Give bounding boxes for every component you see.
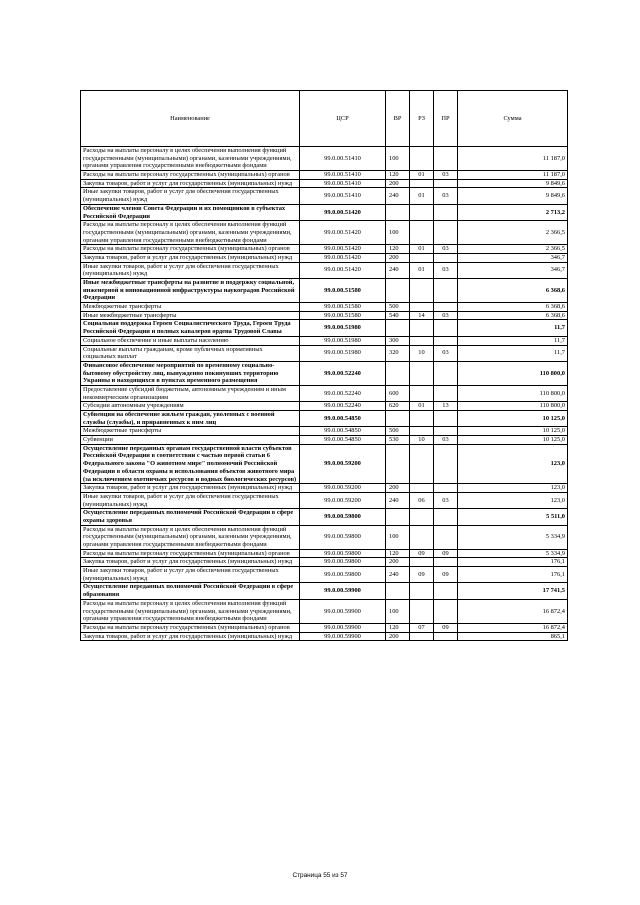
cell-sum: 346,7 bbox=[458, 262, 568, 278]
table-row bbox=[81, 147, 568, 171]
cell-pr bbox=[434, 558, 458, 567]
cell-pr: 03 bbox=[434, 188, 458, 204]
cell-csr: 99.0.00.52240 bbox=[300, 402, 386, 411]
cell-csr: 99.0.00.51980 bbox=[300, 345, 386, 361]
cell-pr: 03 bbox=[434, 436, 458, 445]
cell-csr: 99.0.00.59900 bbox=[300, 632, 386, 641]
cell-name: Иные межбюджетные трансферты bbox=[81, 311, 300, 320]
table-row bbox=[81, 444, 568, 483]
cell-csr: 99.0.00.59200 bbox=[300, 492, 386, 508]
cell-vr: 240 bbox=[386, 492, 410, 508]
cell-vr: 200 bbox=[386, 558, 410, 567]
cell-pr bbox=[434, 221, 458, 245]
table-row bbox=[81, 436, 568, 445]
table-row bbox=[81, 188, 568, 204]
cell-rz bbox=[410, 632, 434, 641]
cell-name: Межбюджетные трансферты bbox=[81, 303, 300, 312]
table-row bbox=[81, 171, 568, 180]
cell-rz bbox=[410, 484, 434, 493]
cell-vr: 600 bbox=[386, 385, 410, 401]
table-row bbox=[81, 204, 568, 220]
cell-sum: 10 125,0 bbox=[458, 427, 568, 436]
cell-vr: 100 bbox=[386, 525, 410, 549]
cell-vr: 320 bbox=[386, 345, 410, 361]
cell-name: Закупка товаров, работ и услуг для государственных (муниципальных) нужд bbox=[81, 484, 300, 493]
cell-csr: 99.0.00.59900 bbox=[300, 623, 386, 632]
cell-pr bbox=[434, 599, 458, 623]
cell-rz bbox=[410, 525, 434, 549]
cell-sum: 2 366,5 bbox=[458, 221, 568, 245]
cell-sum: 6 368,6 bbox=[458, 311, 568, 320]
cell-sum: 123,0 bbox=[458, 484, 568, 493]
cell-name: Осуществление переданных органам государственной власти субъектов Российской Федерации в соответствии с частью первой статьи 6 Федерального закона "О животном мире" полномочий Российской Федерации в области охраны и использования объектов животного мира (за исключением охотничьих ресурсов и водных биологических ресурсов) bbox=[81, 444, 300, 483]
cell-rz bbox=[410, 583, 434, 599]
cell-vr: 240 bbox=[386, 262, 410, 278]
cell-rz bbox=[410, 361, 434, 385]
cell-sum: 16 872,4 bbox=[458, 599, 568, 623]
cell-pr bbox=[434, 179, 458, 188]
cell-rz: 10 bbox=[410, 345, 434, 361]
cell-sum: 11 187,0 bbox=[458, 147, 568, 171]
cell-csr: 99.0.00.51980 bbox=[300, 320, 386, 336]
cell-name: Иные закупки товаров, работ и услуг для обеспечения государственных (муниципальных) нужд bbox=[81, 188, 300, 204]
cell-pr bbox=[434, 484, 458, 493]
cell-csr: 99.0.00.59800 bbox=[300, 567, 386, 583]
cell-vr: 120 bbox=[386, 245, 410, 254]
cell-rz bbox=[410, 411, 434, 427]
cell-vr: 200 bbox=[386, 179, 410, 188]
cell-sum: 11,7 bbox=[458, 345, 568, 361]
cell-name: Иные закупки товаров, работ и услуг для обеспечения государственных (муниципальных) нужд bbox=[81, 492, 300, 508]
cell-name: Закупка товаров, работ и услуг для государственных (муниципальных) нужд bbox=[81, 558, 300, 567]
table-row bbox=[81, 583, 568, 599]
cell-pr: 13 bbox=[434, 402, 458, 411]
cell-pr bbox=[434, 509, 458, 525]
cell-rz bbox=[410, 221, 434, 245]
cell-vr bbox=[386, 361, 410, 385]
cell-csr: 99.0.00.54850 bbox=[300, 436, 386, 445]
cell-sum: 865,1 bbox=[458, 632, 568, 641]
cell-rz: 01 bbox=[410, 171, 434, 180]
table-row bbox=[81, 558, 568, 567]
budget-sheet bbox=[80, 90, 567, 641]
cell-rz: 01 bbox=[410, 262, 434, 278]
table-header-row bbox=[81, 91, 568, 147]
cell-pr bbox=[434, 583, 458, 599]
cell-rz bbox=[410, 147, 434, 171]
cell-vr bbox=[386, 279, 410, 303]
cell-pr bbox=[434, 525, 458, 549]
cell-sum: 176,1 bbox=[458, 558, 568, 567]
table-row bbox=[81, 567, 568, 583]
cell-name: Расходы на выплаты персоналу государственных (муниципальных) органов bbox=[81, 245, 300, 254]
cell-sum: 110 800,0 bbox=[458, 385, 568, 401]
cell-rz: 07 bbox=[410, 623, 434, 632]
cell-name: Расходы на выплаты персоналу в целях обеспечения выполнения функций государственными (муниципальными) органами, казенными учреждениями, органами управления государственными внебюджетными фондами bbox=[81, 221, 300, 245]
cell-rz bbox=[410, 427, 434, 436]
cell-pr: 03 bbox=[434, 492, 458, 508]
cell-vr: 100 bbox=[386, 599, 410, 623]
cell-pr bbox=[434, 385, 458, 401]
cell-name: Закупка товаров, работ и услуг для государственных (муниципальных) нужд bbox=[81, 253, 300, 262]
cell-vr: 240 bbox=[386, 188, 410, 204]
table-row bbox=[81, 411, 568, 427]
cell-csr: 99.0.00.54850 bbox=[300, 427, 386, 436]
cell-pr bbox=[434, 204, 458, 220]
cell-name: Расходы на выплаты персоналу государственных (муниципальных) органов bbox=[81, 171, 300, 180]
cell-vr: 200 bbox=[386, 253, 410, 262]
cell-pr bbox=[434, 320, 458, 336]
table-row bbox=[81, 599, 568, 623]
cell-pr bbox=[434, 361, 458, 385]
cell-csr: 99.0.00.51420 bbox=[300, 221, 386, 245]
cell-name: Расходы на выплаты персоналу в целях обеспечения выполнения функций государственными (муниципальными) органами, казенными учреждениями, органами управления государственными внебюджетными фондами bbox=[81, 525, 300, 549]
cell-vr: 620 bbox=[386, 402, 410, 411]
cell-pr: 03 bbox=[434, 262, 458, 278]
cell-rz bbox=[410, 385, 434, 401]
cell-name: Субвенции на обеспечение жильем граждан, уволенных с военной службы (службы), и приравненных к ним лиц bbox=[81, 411, 300, 427]
cell-vr: 200 bbox=[386, 484, 410, 493]
cell-pr bbox=[434, 427, 458, 436]
cell-vr bbox=[386, 411, 410, 427]
table-row bbox=[81, 361, 568, 385]
cell-rz bbox=[410, 253, 434, 262]
cell-vr bbox=[386, 444, 410, 483]
cell-name: Расходы на выплаты персоналу государственных (муниципальных) органов bbox=[81, 623, 300, 632]
cell-pr: 03 bbox=[434, 171, 458, 180]
table-row bbox=[81, 623, 568, 632]
cell-sum: 123,0 bbox=[458, 444, 568, 483]
cell-pr: 03 bbox=[434, 245, 458, 254]
cell-rz: 01 bbox=[410, 245, 434, 254]
header-csr: ЦСР bbox=[300, 91, 386, 147]
cell-pr bbox=[434, 336, 458, 345]
cell-vr bbox=[386, 509, 410, 525]
table-row bbox=[81, 427, 568, 436]
cell-sum: 9 849,6 bbox=[458, 179, 568, 188]
cell-name: Субвенции bbox=[81, 436, 300, 445]
table-row bbox=[81, 311, 568, 320]
cell-vr bbox=[386, 204, 410, 220]
cell-vr: 100 bbox=[386, 221, 410, 245]
cell-pr bbox=[434, 632, 458, 641]
cell-name: Иные закупки товаров, работ и услуг для обеспечения государственных (муниципальных) нужд bbox=[81, 262, 300, 278]
page-number: Страница 55 из 57 bbox=[292, 872, 348, 879]
table-row bbox=[81, 549, 568, 558]
cell-csr: 99.0.00.59200 bbox=[300, 484, 386, 493]
cell-vr: 500 bbox=[386, 303, 410, 312]
cell-vr: 500 bbox=[386, 427, 410, 436]
cell-sum: 5 334,9 bbox=[458, 549, 568, 558]
cell-sum: 5 511,0 bbox=[458, 509, 568, 525]
table-row bbox=[81, 492, 568, 508]
cell-name: Иные межбюджетные трансферты на развитие и поддержку социальной, инженерной и инновационной инфраструктуры наукоградов Российской Федерации bbox=[81, 279, 300, 303]
cell-rz bbox=[410, 303, 434, 312]
cell-rz bbox=[410, 320, 434, 336]
table-row bbox=[81, 221, 568, 245]
cell-vr: 240 bbox=[386, 567, 410, 583]
cell-name: Иные закупки товаров, работ и услуг для обеспечения государственных (муниципальных) нужд bbox=[81, 567, 300, 583]
table-row bbox=[81, 253, 568, 262]
table-row bbox=[81, 179, 568, 188]
cell-pr: 09 bbox=[434, 623, 458, 632]
table-row bbox=[81, 279, 568, 303]
cell-pr bbox=[434, 444, 458, 483]
cell-pr: 09 bbox=[434, 567, 458, 583]
cell-rz bbox=[410, 599, 434, 623]
budget-table bbox=[80, 90, 568, 641]
cell-pr: 09 bbox=[434, 549, 458, 558]
cell-csr: 99.0.00.59200 bbox=[300, 444, 386, 483]
cell-name: Закупка товаров, работ и услуг для государственных (муниципальных) нужд bbox=[81, 632, 300, 641]
cell-name: Социальная поддержка Героев Социалистического Труда, Героев Труда Российской Федерации и полных кавалеров ордена Трудовой Славы bbox=[81, 320, 300, 336]
table-row bbox=[81, 525, 568, 549]
cell-csr: 99.0.00.51580 bbox=[300, 279, 386, 303]
table-row bbox=[81, 262, 568, 278]
cell-csr: 99.0.00.54850 bbox=[300, 411, 386, 427]
cell-name: Расходы на выплаты персоналу в целях обеспечения выполнения функций государственными (муниципальными) органами, казенными учреждениями, органами управления государственными внебюджетными фондами bbox=[81, 147, 300, 171]
cell-pr: 03 bbox=[434, 345, 458, 361]
cell-csr: 99.0.00.51580 bbox=[300, 311, 386, 320]
cell-rz: 01 bbox=[410, 402, 434, 411]
cell-name: Межбюджетные трансферты bbox=[81, 427, 300, 436]
cell-sum: 17 741,5 bbox=[458, 583, 568, 599]
cell-csr: 99.0.00.51420 bbox=[300, 253, 386, 262]
cell-sum: 6 368,6 bbox=[458, 303, 568, 312]
cell-vr: 530 bbox=[386, 436, 410, 445]
table-row bbox=[81, 245, 568, 254]
cell-vr: 200 bbox=[386, 632, 410, 641]
cell-vr bbox=[386, 320, 410, 336]
cell-name: Социальное обеспечение и иные выплаты населению bbox=[81, 336, 300, 345]
cell-csr: 99.0.00.51410 bbox=[300, 188, 386, 204]
cell-sum: 10 125,0 bbox=[458, 411, 568, 427]
cell-sum: 9 849,6 bbox=[458, 188, 568, 204]
cell-name: Финансовое обеспечение мероприятий по временному социально-бытовому обустройству лиц, вынужденно покинувших территорию Украины и находящихся в пунктах временного размещения bbox=[81, 361, 300, 385]
cell-name: Закупка товаров, работ и услуг для государственных (муниципальных) нужд bbox=[81, 179, 300, 188]
table-row bbox=[81, 345, 568, 361]
cell-sum: 110 800,0 bbox=[458, 361, 568, 385]
cell-pr bbox=[434, 147, 458, 171]
cell-sum: 176,1 bbox=[458, 567, 568, 583]
header-name: Наименование bbox=[81, 91, 300, 147]
cell-rz: 09 bbox=[410, 567, 434, 583]
cell-name: Расходы на выплаты персоналу государственных (муниципальных) органов bbox=[81, 549, 300, 558]
cell-sum: 11 187,0 bbox=[458, 171, 568, 180]
cell-name: Осуществление переданных полномочий Российской Федерации в сфере охраны здоровья bbox=[81, 509, 300, 525]
cell-vr: 120 bbox=[386, 623, 410, 632]
cell-name: Обеспечение членов Совета Федерации и их помощников в субъектах Российской Федерации bbox=[81, 204, 300, 220]
cell-csr: 99.0.00.51420 bbox=[300, 204, 386, 220]
cell-csr: 99.0.00.51410 bbox=[300, 179, 386, 188]
cell-pr bbox=[434, 411, 458, 427]
cell-csr: 99.0.00.51980 bbox=[300, 336, 386, 345]
cell-pr bbox=[434, 279, 458, 303]
cell-csr: 99.0.00.51410 bbox=[300, 147, 386, 171]
cell-vr: 100 bbox=[386, 147, 410, 171]
table-row bbox=[81, 303, 568, 312]
cell-name: Социальные выплаты гражданам, кроме публичных нормативных социальных выплат bbox=[81, 345, 300, 361]
header-rz: РЗ bbox=[410, 91, 434, 147]
cell-csr: 99.0.00.52240 bbox=[300, 385, 386, 401]
cell-rz: 06 bbox=[410, 492, 434, 508]
cell-name: Осуществление переданных полномочий Российской Федерации в сфере образования bbox=[81, 583, 300, 599]
table-row bbox=[81, 402, 568, 411]
cell-sum: 2 713,2 bbox=[458, 204, 568, 220]
header-sum: Сумма bbox=[458, 91, 568, 147]
cell-csr: 99.0.00.51420 bbox=[300, 262, 386, 278]
cell-sum: 11,7 bbox=[458, 336, 568, 345]
table-row bbox=[81, 385, 568, 401]
table-row bbox=[81, 509, 568, 525]
cell-rz bbox=[410, 204, 434, 220]
table-row bbox=[81, 632, 568, 641]
cell-sum: 5 334,9 bbox=[458, 525, 568, 549]
cell-sum: 110 800,0 bbox=[458, 402, 568, 411]
cell-sum: 2 366,5 bbox=[458, 245, 568, 254]
header-vr: ВР bbox=[386, 91, 410, 147]
cell-rz bbox=[410, 336, 434, 345]
table-body bbox=[81, 147, 568, 641]
cell-csr: 99.0.00.59800 bbox=[300, 549, 386, 558]
table-row bbox=[81, 320, 568, 336]
cell-sum: 10 125,0 bbox=[458, 436, 568, 445]
cell-pr bbox=[434, 253, 458, 262]
cell-rz bbox=[410, 509, 434, 525]
cell-vr: 120 bbox=[386, 549, 410, 558]
cell-pr: 03 bbox=[434, 311, 458, 320]
cell-rz: 10 bbox=[410, 436, 434, 445]
cell-rz bbox=[410, 558, 434, 567]
cell-csr: 99.0.00.59800 bbox=[300, 509, 386, 525]
cell-csr: 99.0.00.59900 bbox=[300, 599, 386, 623]
cell-csr: 99.0.00.52240 bbox=[300, 361, 386, 385]
cell-sum: 346,7 bbox=[458, 253, 568, 262]
table-row bbox=[81, 484, 568, 493]
cell-sum: 123,0 bbox=[458, 492, 568, 508]
cell-rz: 14 bbox=[410, 311, 434, 320]
cell-csr: 99.0.00.51420 bbox=[300, 245, 386, 254]
cell-csr: 99.0.00.51580 bbox=[300, 303, 386, 312]
cell-rz bbox=[410, 179, 434, 188]
cell-vr bbox=[386, 583, 410, 599]
cell-rz: 09 bbox=[410, 549, 434, 558]
cell-sum: 11,7 bbox=[458, 320, 568, 336]
cell-vr: 300 bbox=[386, 336, 410, 345]
cell-csr: 99.0.00.59800 bbox=[300, 525, 386, 549]
cell-name: Предоставление субсидий бюджетным, автономным учреждениям и иным некоммерческим организациям bbox=[81, 385, 300, 401]
cell-csr: 99.0.00.59800 bbox=[300, 558, 386, 567]
cell-rz bbox=[410, 279, 434, 303]
cell-pr bbox=[434, 303, 458, 312]
cell-name: Субсидии автономным учреждениям bbox=[81, 402, 300, 411]
cell-sum: 16 872,4 bbox=[458, 623, 568, 632]
cell-rz: 01 bbox=[410, 188, 434, 204]
cell-vr: 540 bbox=[386, 311, 410, 320]
cell-sum: 6 368,6 bbox=[458, 279, 568, 303]
cell-name: Расходы на выплаты персоналу в целях обеспечения выполнения функций государственными (муниципальными) органами, казенными учреждениями, органами управления государственными внебюджетными фондами bbox=[81, 599, 300, 623]
cell-csr: 99.0.00.59900 bbox=[300, 583, 386, 599]
cell-rz bbox=[410, 444, 434, 483]
header-pr: ПР bbox=[434, 91, 458, 147]
table-row bbox=[81, 336, 568, 345]
cell-vr: 120 bbox=[386, 171, 410, 180]
cell-csr: 99.0.00.51410 bbox=[300, 171, 386, 180]
